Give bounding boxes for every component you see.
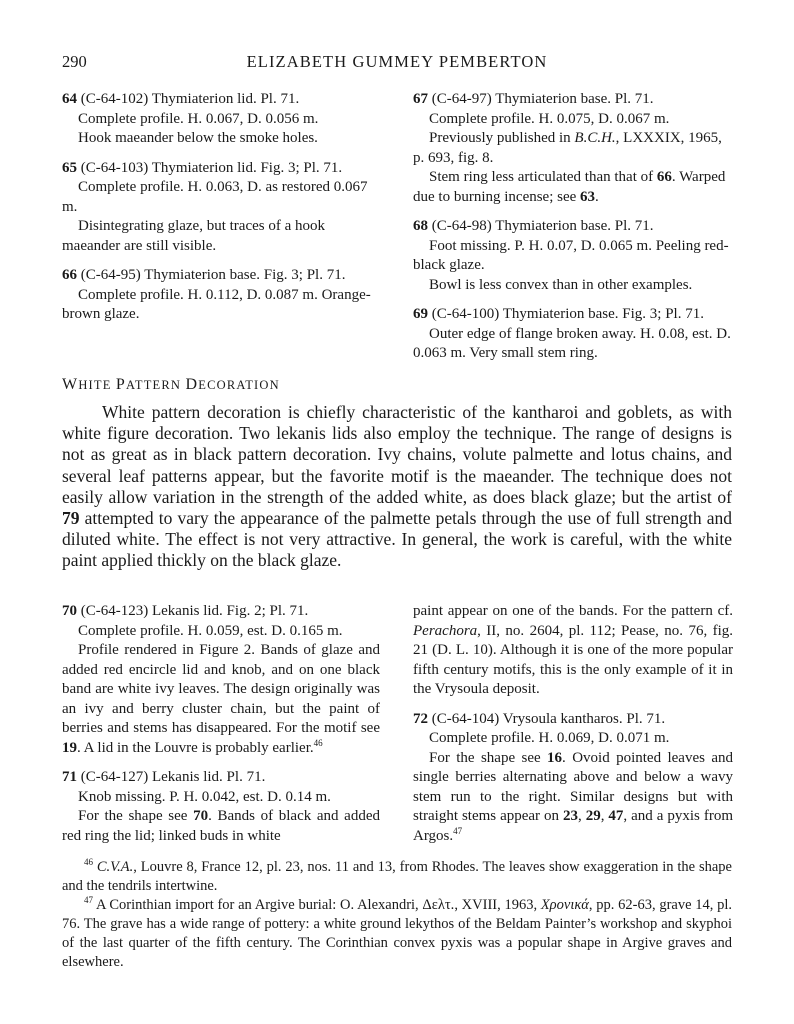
catalogue-entry-65 <box>62 159 380 257</box>
title-smallcaps: ATTERN <box>126 378 186 392</box>
text-run: , and a pyxis from Argos. <box>413 808 733 844</box>
text-run: Stem ring less articulated than that of <box>429 169 657 185</box>
entry-number: 72 <box>413 710 428 727</box>
text-run: Profile rendered in Figure 2. Bands of glaze and added red encircle lid and knob, and on one black band are white ivy leaves. The design originally was an ivy and berry cluster chain, but the paint of berries and stems has disappeared. For the motif see <box>62 642 380 736</box>
entry-text: Hook maeander below the smoke holes. <box>78 130 318 146</box>
catalogue-entry-66 <box>62 266 380 325</box>
catalogue-entry-70 <box>62 602 380 758</box>
greek-text: Χρονικά <box>540 897 589 913</box>
entry-text: Disintegrating glaze, but traces of a hook maeander are still visible. <box>62 218 326 254</box>
text-run: paint appear on one of the bands. For the pattern cf. <box>413 603 733 619</box>
entry-text <box>413 168 733 207</box>
entry-text: Outer edge of flange broken away. H. 0.08, est. D. 0.063 m. Very small stem ring. <box>413 325 731 361</box>
entry-number: 71 <box>62 769 77 785</box>
catalogue-entry-72 <box>413 710 733 847</box>
entry-number: 67 <box>413 91 428 107</box>
text-run: , XVIII, 1963, <box>454 897 541 913</box>
text-run: . Warped due to burning incense; see <box>413 169 726 205</box>
entry-text: Knob missing. P. H. 0.042, est. D. 0.14 m. <box>78 788 331 805</box>
entry-number: 68 <box>413 218 428 234</box>
footnote-marker: 47 <box>453 825 463 836</box>
title-smallcaps: ECORATION <box>198 378 280 392</box>
text-run: . Ovoid pointed leaves and single berries alternating above and below a wavy stem run to the right. Similar designs but with straight stems appear on <box>413 749 733 824</box>
entry-heading: (C-64-127) Lekanis lid. Pl. 71. <box>77 769 266 785</box>
title-smallcaps: HITE <box>78 378 116 392</box>
entry-heading: (C-64-102) Thymiaterion lid. Pl. 71. <box>77 91 300 107</box>
citation-italic: Perachora <box>413 622 478 639</box>
footnote-marker: 47 <box>84 895 93 905</box>
right-column-catalogue <box>413 90 733 374</box>
entry-text: Bowl is less convex than in other examples. <box>429 276 693 293</box>
entry-text: Foot missing. P. H. 0.07, D. 0.065 m. Peeling red-black glaze. <box>413 237 729 273</box>
entry-text <box>413 749 733 847</box>
cross-reference: 79 <box>62 508 80 529</box>
footnotes <box>62 858 732 972</box>
cross-reference: 19 <box>62 739 77 756</box>
text-run: Previously published in <box>429 130 575 146</box>
entry-text <box>413 602 733 700</box>
text-run: , <box>577 808 586 824</box>
entry-number: 65 <box>62 159 77 176</box>
entry-text: Complete profile. H. 0.063, D. as restored 0.067 m. <box>62 179 368 215</box>
intro-paragraph <box>62 402 732 572</box>
cross-reference: 63 <box>580 188 596 205</box>
entry-number: 69 <box>413 306 428 322</box>
text-run: For the shape see <box>78 808 194 824</box>
catalogue-entry-64 <box>62 90 380 149</box>
greek-text: Δελτ. <box>422 897 455 913</box>
left-column-catalogue <box>62 90 380 335</box>
text-run: A Corinthian import for an Argive burial: O. Alexandri, <box>95 897 423 913</box>
cross-reference: 23 <box>562 808 578 824</box>
footnote-marker: 46 <box>84 857 93 867</box>
text-run: For the shape see <box>429 749 548 766</box>
title-initial: W <box>62 376 79 393</box>
text-run: , Louvre 8, France 12, pl. 23, nos. 11 and 13, from Rhodes. The leaves show exaggeration in the shape and the tendrils intertwine. <box>62 859 732 894</box>
running-header <box>62 52 732 76</box>
entry-text <box>62 807 380 846</box>
text-run: . Bands of black and added red ring the lid; linked buds in white <box>62 808 381 844</box>
right-column-lower <box>413 602 733 856</box>
title-initial: D <box>185 376 199 393</box>
entry-heading: (C-64-98) Thymiaterion base. Pl. 71. <box>428 218 654 234</box>
text-run: , pp. 62-63, grave 14, pl. 76. The grave has a wide range of pottery: a white ground lekythos of the Beldam Painter’s workshop and skyphoi of the last quarter of the fifth century. The Corinthian convex pyxis was a popular shape in Argive graves and elsewhere. <box>62 897 733 970</box>
footnote-46 <box>62 858 732 896</box>
entry-heading: (C-64-123) Lekanis lid. Fig. 2; Pl. 71. <box>77 603 309 619</box>
entry-text <box>62 641 380 758</box>
catalogue-entry-67 <box>413 90 733 207</box>
entry-text: Complete profile. H. 0.059, est. D. 0.165 m. <box>78 622 343 639</box>
left-column-lower <box>62 602 380 856</box>
cross-reference: 16 <box>547 749 563 766</box>
text-run: , II, no. 2604, pl. 112; Pease, no. 76, fig. 21 (D. L. 10). Although it is one of the more popular fifth century motifs, this is the only example of it in the Vrysoula deposit. <box>413 622 733 697</box>
cross-reference: 29 <box>585 808 601 824</box>
entry-number: 64 <box>62 91 77 107</box>
entry-text <box>413 129 733 168</box>
entry-number: 66 <box>62 267 77 283</box>
entry-heading: (C-64-103) Thymiaterion lid. Fig. 3; Pl. 71. <box>77 159 343 176</box>
section-title <box>62 376 280 394</box>
footnote-47 <box>62 896 732 972</box>
entry-heading: (C-64-95) Thymiaterion base. Fig. 3; Pl. 71. <box>77 267 346 283</box>
entry-text: Complete profile. H. 0.112, D. 0.087 m. Orange-brown glaze. <box>62 286 371 322</box>
text-run: attempted to vary the appearance of the palmette petals through the use of full strength and diluted white. The effect is not very attractive. In general, the work is careful, with the white paint applied thickly on the black glaze. <box>62 508 732 571</box>
page-number: 290 <box>62 52 87 71</box>
catalogue-entry-68 <box>413 217 733 295</box>
text-run: , LXXXIX, 1965, p. 693, fig. 8. <box>413 130 722 166</box>
catalogue-entry-71 <box>62 768 380 846</box>
entry-number: 70 <box>62 603 77 619</box>
entry-heading: (C-64-104) Vrysoula kantharos. Pl. 71. <box>428 710 666 727</box>
citation-italic: C.V.A. <box>96 859 134 875</box>
entry-text: Complete profile. H. 0.069, D. 0.071 m. <box>429 730 670 746</box>
text-run: , <box>600 808 609 824</box>
cross-reference: 66 <box>656 169 672 185</box>
entry-heading: (C-64-97) Thymiaterion base. Pl. 71. <box>428 91 654 107</box>
running-title: ELIZABETH GUMMEY PEMBERTON <box>246 52 548 71</box>
catalogue-entry-71-continued <box>413 602 733 700</box>
cross-reference: 70 <box>193 808 209 824</box>
text-run: White pattern decoration is chiefly characteristic of the kantharoi and goblets, as with white figure decoration. Two lekanis lids also employ the technique. The range of designs is not as great as in black pattern decoration. Ivy chains, volute palmette and lotus chains, and several leaf patterns appear, but the favorite motif is the maeander. The technique does not easily allow variation in the strength of the added white, as does black glaze; but the artist of <box>62 402 732 507</box>
catalogue-entry-69 <box>413 305 733 364</box>
citation-italic: B.C.H. <box>574 130 616 146</box>
entry-text: Complete profile. H. 0.067, D. 0.056 m. <box>78 110 319 127</box>
title-initial: P <box>115 376 127 393</box>
text-run: . <box>595 188 599 205</box>
footnote-marker: 46 <box>313 737 323 748</box>
text-run: . A lid in the Louvre is probably earlier. <box>77 739 314 756</box>
cross-reference: 47 <box>608 808 624 824</box>
entry-text: Complete profile. H. 0.075, D. 0.067 m. <box>429 110 670 127</box>
entry-heading: (C-64-100) Thymiaterion base. Fig. 3; Pl. 71. <box>428 306 704 322</box>
